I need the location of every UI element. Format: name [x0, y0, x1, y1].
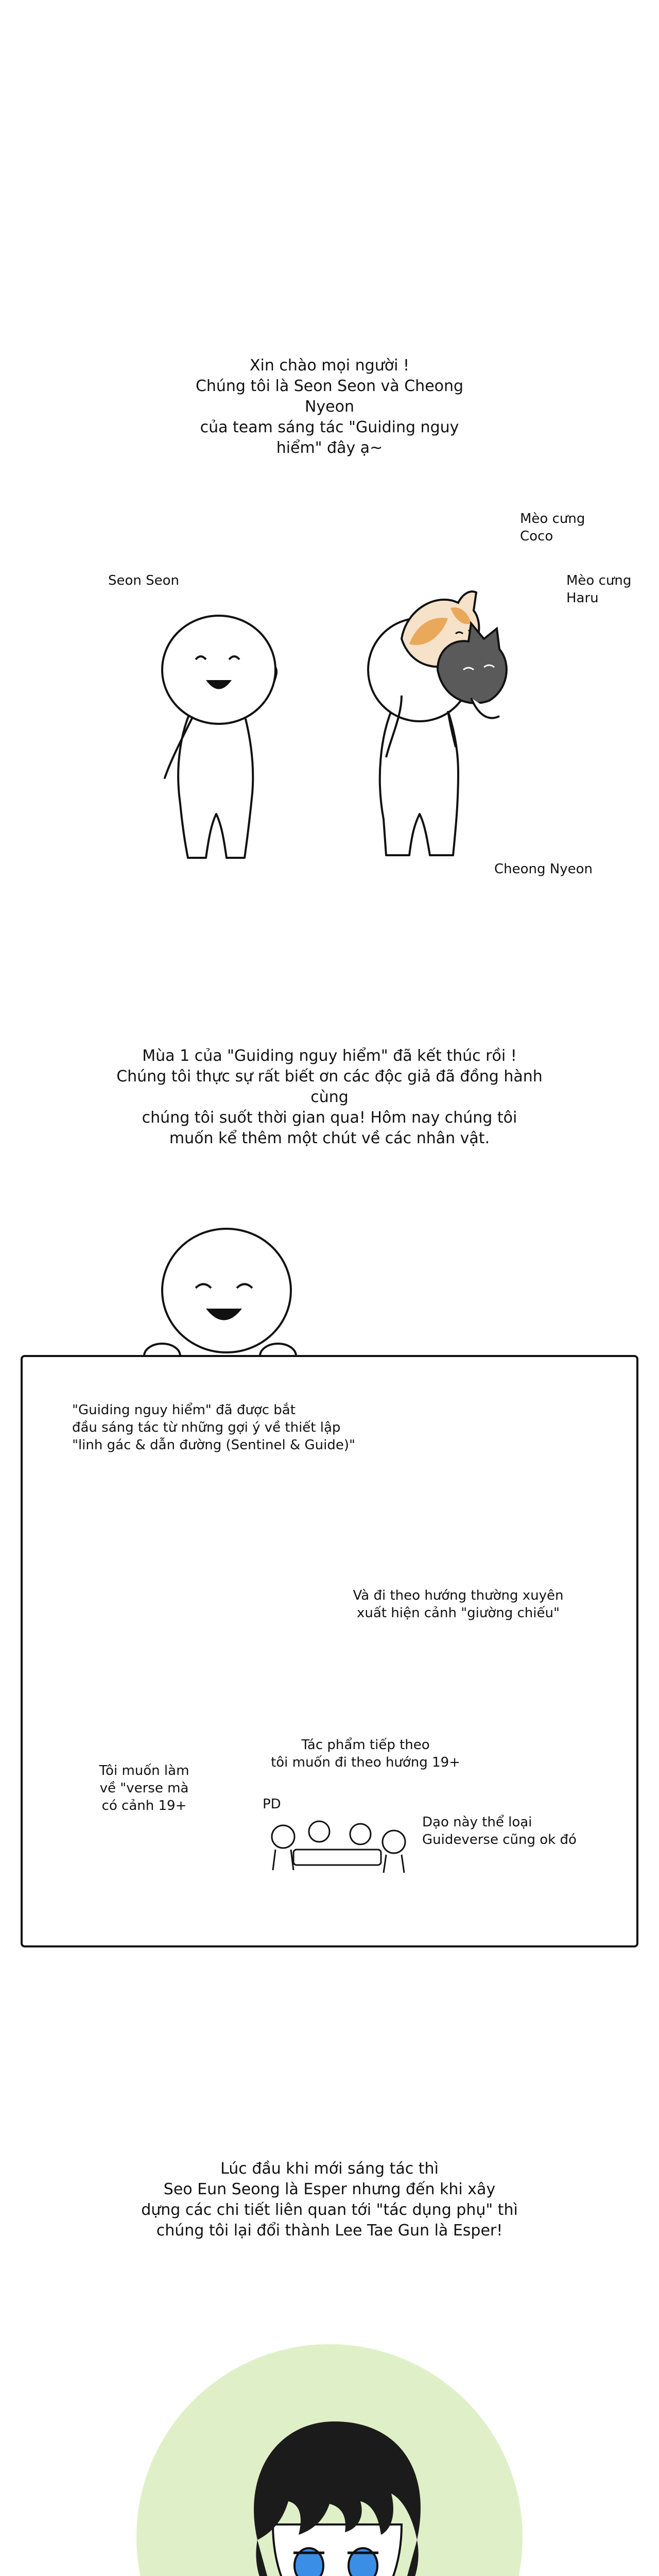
seon-seon-illustration: [144, 598, 309, 866]
esper-text: Lúc đầu khi mới sáng tác thì Seo Eun Seong là Esper nhưng đến khi xây dựng các chi tiết liên quan tới "tác dụng phụ" thì chúng tôi lại đổi thành Lee Tae Gun là Esper!: [141, 2160, 518, 2240]
label-seon-seon: Seon Seon: [108, 573, 180, 588]
panel-start-text: "Guiding nguy hiểm" đã được bắt đầu sáng tác từ những gợi ý về thiết lập "linh gác & dẫn đường (Sentinel & Guide)": [72, 1402, 355, 1453]
panel-pd-label: PD: [263, 1797, 281, 1812]
taegun-portrait: [227, 2411, 443, 2576]
season-text: Mùa 1 của "Guiding nguy hiểm" đã kết thúc rồi ! Chúng tôi thực sự rất biết ơn các độc giả đã đồng hành cùng chúng tôi suốt thời gian qua! Hôm nay chúng tôi muốn kể thêm một chút về các nhân vật.: [116, 1047, 543, 1147]
label-cat-coco: Mèo cưng Coco: [520, 511, 585, 544]
peeking-character-illustration: [129, 1221, 324, 1370]
panel-trend-text: Và đi theo hướng thường xuyên xuất hiện cảnh "giường chiếu": [353, 1588, 564, 1621]
cheong-nyeon-illustration: [360, 562, 525, 871]
intro-greeting: Xin chào mọi người ! Chúng tôi là Seon Seon và Cheong Nyeon của team sáng tác "Guiding nguy hiểm" đây ạ~: [195, 357, 464, 457]
panel-genre-text: Dạo này thể loại Guideverse cũng ok đó: [422, 1815, 577, 1848]
panel-next-work-text: Tác phẩm tiếp theo tôi muốn đi theo hướng 19+: [271, 1737, 460, 1770]
panel-want-text: Tôi muốn làm về "verse mà có cảnh 19+: [99, 1763, 189, 1814]
label-cat-haru: Mèo cưng Haru: [566, 573, 632, 606]
meeting-doodle-illustration: [263, 1814, 417, 1880]
label-cheong-nyeon: Cheong Nyeon: [494, 861, 593, 877]
